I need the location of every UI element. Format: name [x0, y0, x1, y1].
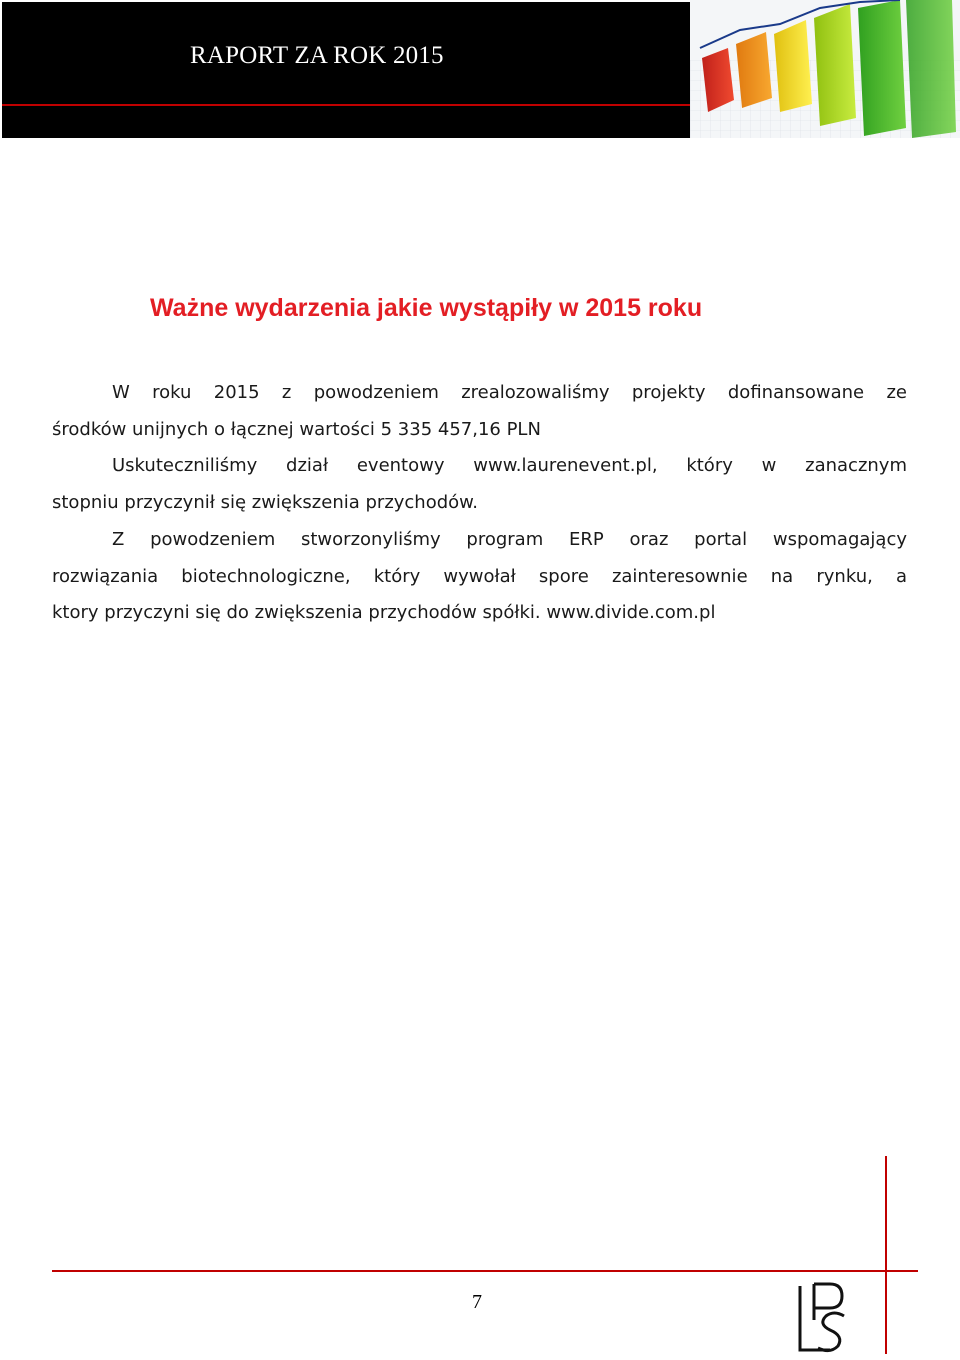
- header-red-rule: [2, 104, 690, 106]
- paragraph-line: stopniu przyczynił się zwiększenia przychodów.: [52, 492, 478, 513]
- paragraph-line: środków unijnych o łącznej wartości 5 335 457,16 PLN: [52, 419, 541, 440]
- page-number: 7: [472, 1291, 482, 1313]
- paragraph-line: Uskuteczniliśmy dział eventowy www.laurenevent.pl, który w zanacznym: [112, 455, 907, 476]
- footer-vertical-rule: [885, 1156, 887, 1354]
- paragraph-line: Z powodzeniem stworzonyliśmy program ERP oraz portal wspomagający: [112, 529, 907, 550]
- paragraph-line: W roku 2015 z powodzeniem zrealozowaliśmy projekty dofinansowane ze: [112, 382, 907, 403]
- paragraph-line: ktory przyczyni się do zwiększenia przychodów spółki. www.divide.com.pl: [52, 602, 716, 623]
- bar-chart-graphic-icon: [690, 0, 960, 138]
- report-title: RAPORT ZA ROK 2015: [190, 42, 444, 69]
- lps-logo-icon: [786, 1280, 852, 1356]
- paragraph-line: rozwiązania biotechnologiczne, który wywołał spore zainteresownie na rynku, a: [52, 566, 907, 587]
- footer-horizontal-rule: [52, 1270, 918, 1272]
- section-heading: Ważne wydarzenia jakie wystąpiły w 2015 roku: [150, 294, 703, 322]
- header-banner: [2, 2, 690, 138]
